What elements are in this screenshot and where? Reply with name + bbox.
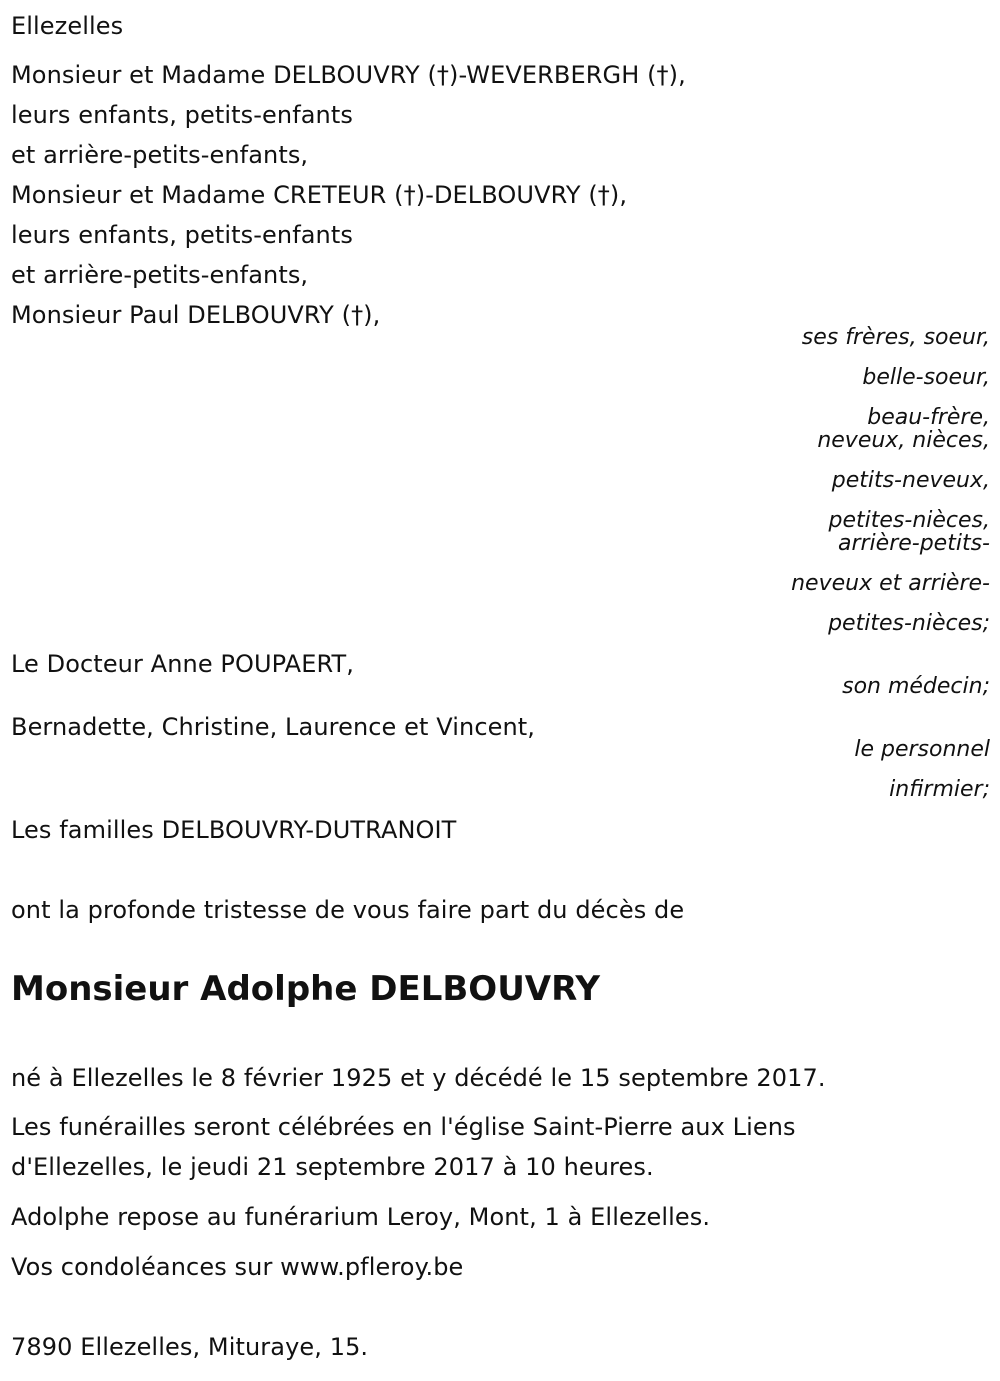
nurses-names: Bernadette, Christine, Laurence et Vincent, <box>11 713 536 741</box>
families-line: Les familles DELBOUVRY-DUTRANOIT <box>11 816 457 844</box>
address-line: 7890 Ellezelles, Mituraye, 15. <box>11 1333 369 1361</box>
doctor-relation: son médecin; <box>842 674 990 699</box>
family-relation-line: ses frères, soeur, <box>801 325 990 350</box>
family-relation-line: petits-neveux, <box>831 468 990 493</box>
family-line-4: Monsieur et Madame CRETEUR (†)-DELBOUVRY (†), <box>11 181 628 209</box>
nurses-relation-line-2: infirmier; <box>889 777 990 802</box>
family-relation-line: neveux, nièces, <box>817 428 990 453</box>
birth-death-line: né à Ellezelles le 8 février 1925 et y décédé le 15 septembre 2017. <box>11 1064 826 1092</box>
family-line-3: et arrière-petits-enfants, <box>11 141 309 169</box>
family-relation-line: belle-soeur, <box>862 365 990 390</box>
family-relation-line: arrière-petits- <box>837 531 990 556</box>
family-relation-line: neveux et arrière- <box>791 571 990 596</box>
family-line-2: leurs enfants, petits-enfants <box>11 101 353 129</box>
funeral-line-1: Les funérailles seront célébrées en l'église Saint-Pierre aux Liens <box>11 1113 796 1141</box>
family-line-6: et arrière-petits-enfants, <box>11 261 309 289</box>
location-header: Ellezelles <box>11 12 124 40</box>
family-relation-line: petites-nièces, <box>828 508 990 533</box>
condolences-line: Vos condoléances sur www.pfleroy.be <box>11 1253 464 1281</box>
family-relation-line: petites-nièces; <box>828 611 990 636</box>
family-line-5: leurs enfants, petits-enfants <box>11 221 353 249</box>
nurses-relation-line-1: le personnel <box>854 737 990 762</box>
funeral-line-2: d'Ellezelles, le jeudi 21 septembre 2017 à 10 heures. <box>11 1153 654 1181</box>
deceased-name: Monsieur Adolphe DELBOUVRY <box>11 969 601 1009</box>
announcement: ont la profonde tristesse de vous faire part du décès de <box>11 896 685 924</box>
rest-line: Adolphe repose au funérarium Leroy, Mont, 1 à Ellezelles. <box>11 1203 711 1231</box>
family-relation-line: beau-frère, <box>867 405 990 430</box>
family-line-7: Monsieur Paul DELBOUVRY (†), <box>11 301 381 329</box>
doctor-name: Le Docteur Anne POUPAERT, <box>11 650 354 678</box>
family-line-1: Monsieur et Madame DELBOUVRY (†)-WEVERBERGH (†), <box>11 61 686 89</box>
